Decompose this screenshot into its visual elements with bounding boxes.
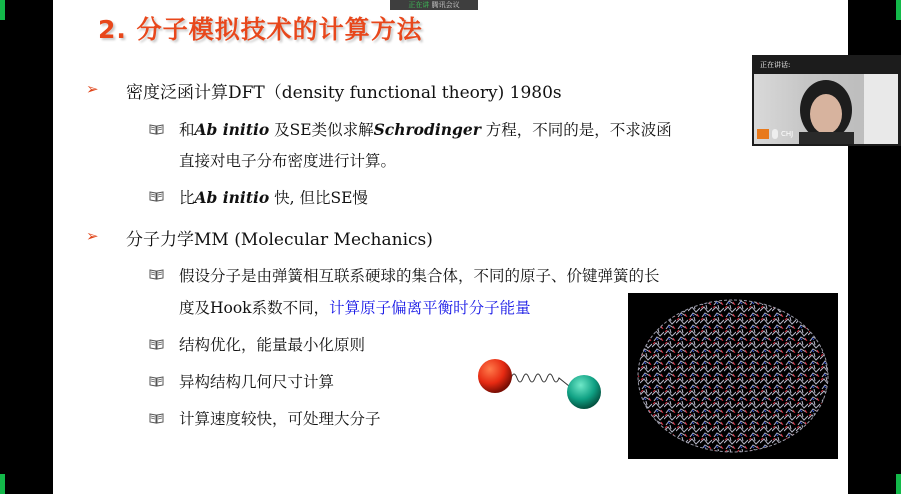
book-icon: [149, 190, 164, 202]
protein-structure-image: [628, 293, 838, 459]
meeting-app-tag: 正在讲 腾讯会议: [390, 0, 478, 10]
speaker-icon: [757, 129, 769, 139]
mm-line-2: 度及Hook系数不同，计算原子偏离平衡时分子能量: [179, 299, 531, 317]
book-icon: [149, 268, 164, 280]
mm-line-3: 结构优化，能量最小化原则: [179, 336, 366, 354]
window-corner: [0, 0, 5, 20]
book-icon: [149, 412, 164, 424]
dft-line-3: 比Ab initio 快, 但比SE慢: [179, 188, 368, 207]
dft-line-2: 直接对电子分布密度进行计算。: [179, 152, 397, 170]
dft-line-1: 和Ab initio 及SE类似求解Schrodinger 方程，不同的是，不求波函: [179, 120, 672, 139]
window-corner: [0, 474, 5, 494]
spring-balls-illustration: [473, 356, 603, 412]
highlight-text: 计算原子偏离平衡时分子能量: [329, 299, 531, 317]
slide: [53, 0, 848, 494]
item-dft: 密度泛函计算DFT（density functional theory) 1980s: [126, 83, 562, 103]
window-corner: [896, 474, 901, 494]
speaking-label: 正在讲话:: [760, 61, 791, 69]
speaker-controls: [757, 128, 793, 140]
speaker-video-panel[interactable]: [752, 55, 901, 146]
mic-icon[interactable]: [772, 129, 778, 139]
bullet-arrow: ➢: [86, 227, 99, 245]
slide-title: 2. 分子模拟技术的计算方法: [98, 15, 423, 44]
book-icon: [149, 375, 164, 387]
participant-name: CHJ: [781, 130, 794, 138]
mm-line-5: 计算速度较快，可处理大分子: [179, 410, 381, 428]
book-icon: [149, 338, 164, 350]
mm-line-4: 异构结构几何尺寸计算: [179, 373, 335, 391]
mm-line-1: 假设分子是由弹簧相互联系硬球的集合体，不同的原子、价键弹簧的长: [179, 267, 660, 285]
bullet-arrow: ➢: [86, 80, 99, 98]
item-mm: 分子力学MM (Molecular Mechanics): [126, 230, 433, 250]
book-icon: [149, 123, 164, 135]
window-corner: [896, 0, 901, 20]
